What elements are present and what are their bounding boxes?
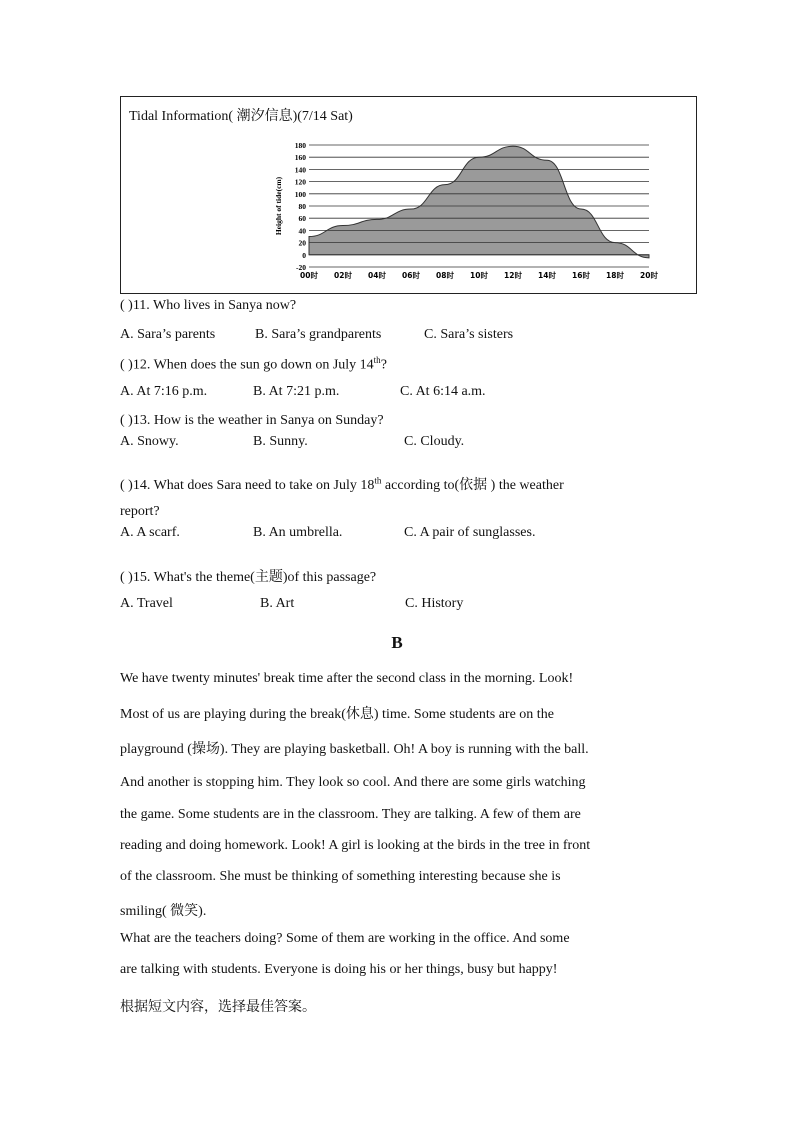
- x-tick-label: 08时: [436, 271, 454, 280]
- passage-line: reading and doing homework. Look! A girl is looking at the birds in the tree in front: [120, 838, 591, 853]
- option-c: C. Cloudy.: [404, 434, 465, 449]
- passage-line: We have twenty minutes' break time after the second class in the morning. Look!: [120, 671, 574, 686]
- question-11: ( )11. Who lives in Sanya now?: [120, 298, 297, 313]
- y-tick-label: 100: [294, 189, 306, 199]
- passage-line: are talking with students. Everyone is doing his or her things, busy but happy!: [120, 962, 558, 977]
- option-a: A. A scarf.: [120, 525, 180, 540]
- instruction: 根据短文内容，选择最佳答案。: [120, 999, 316, 1015]
- y-tick-label: 160: [294, 153, 306, 163]
- x-tick-label: 16时: [572, 271, 590, 280]
- x-tick-label: 04时: [368, 271, 386, 280]
- y-axis-label: Height of tide(cm): [274, 176, 283, 236]
- option-a: A. At 7:16 p.m.: [120, 384, 208, 399]
- option-a: A. Sara’s parents: [120, 327, 216, 342]
- passage-line: of the classroom. She must be thinking of something interesting because she is: [120, 869, 561, 884]
- option-b: B. Sunny.: [253, 434, 308, 449]
- question-12: ( )12. When does the sun go down on July 14th?: [120, 355, 387, 373]
- y-tick-label: -20: [296, 263, 306, 272]
- passage-line: And another is stopping him. They look so cool. And there are some girls watching: [120, 775, 586, 790]
- tidal-info-title: Tidal Information( 潮汐信息)(7/14 Sat): [129, 109, 353, 124]
- x-tick-label: 14时: [538, 271, 556, 280]
- y-tick-label: 120: [294, 177, 306, 187]
- tide-area: [309, 146, 649, 258]
- option-a: A. Snowy.: [120, 434, 179, 449]
- option-b: B. Art: [260, 596, 295, 611]
- x-tick-label: 02时: [334, 271, 352, 280]
- option-c: C. At 6:14 a.m.: [400, 384, 486, 399]
- passage-line: playground (操场). They are playing basketball. Oh! A boy is running with the ball.: [120, 742, 589, 757]
- y-tick-label: 60: [298, 214, 306, 224]
- y-tick-label: 80: [298, 202, 306, 211]
- x-tick-label: 12时: [504, 271, 522, 280]
- x-tick-label: 06时: [402, 271, 420, 280]
- y-tick-label: 40: [298, 226, 306, 236]
- option-c: C. History: [405, 596, 464, 611]
- passage-line: smiling( 微笑).: [120, 904, 207, 919]
- y-tick-label: 0: [302, 250, 306, 260]
- y-tick-label: 140: [294, 165, 306, 175]
- question-15: ( )15. What's the theme(主题)of this passage?: [120, 570, 377, 585]
- y-tick-label: 20: [298, 238, 306, 248]
- option-a: A. Travel: [120, 596, 173, 611]
- passage-line: Most of us are playing during the break(休息) time. Some students are on the: [120, 707, 554, 722]
- x-tick-label: 00时: [300, 271, 318, 280]
- question-13: ( )13. How is the weather in Sanya on Sunday?: [120, 413, 384, 428]
- option-b: B. Sara’s grandparents: [255, 327, 382, 342]
- x-tick-label: 10时: [470, 271, 488, 280]
- y-tick-label: 180: [294, 141, 306, 150]
- tide-chart: [271, 137, 661, 287]
- passage-line: the game. Some students are in the classroom. They are talking. A few of them are: [120, 807, 581, 822]
- section-heading: B: [391, 633, 403, 652]
- option-b: B. An umbrella.: [253, 525, 343, 540]
- question-14: ( )14. What does Sara need to take on July 18th according to(依据 ) the weather: [120, 475, 564, 493]
- passage-line: What are the teachers doing? Some of them are working in the office. And some: [120, 931, 570, 946]
- x-tick-label: 20时: [640, 271, 658, 280]
- option-b: B. At 7:21 p.m.: [253, 384, 340, 399]
- option-c: C. Sara’s sisters: [424, 327, 514, 342]
- option-c: C. A pair of sunglasses.: [404, 525, 536, 540]
- tidal-info-box: [120, 96, 697, 294]
- x-tick-label: 18时: [606, 271, 624, 280]
- question-14-cont: report?: [120, 504, 160, 519]
